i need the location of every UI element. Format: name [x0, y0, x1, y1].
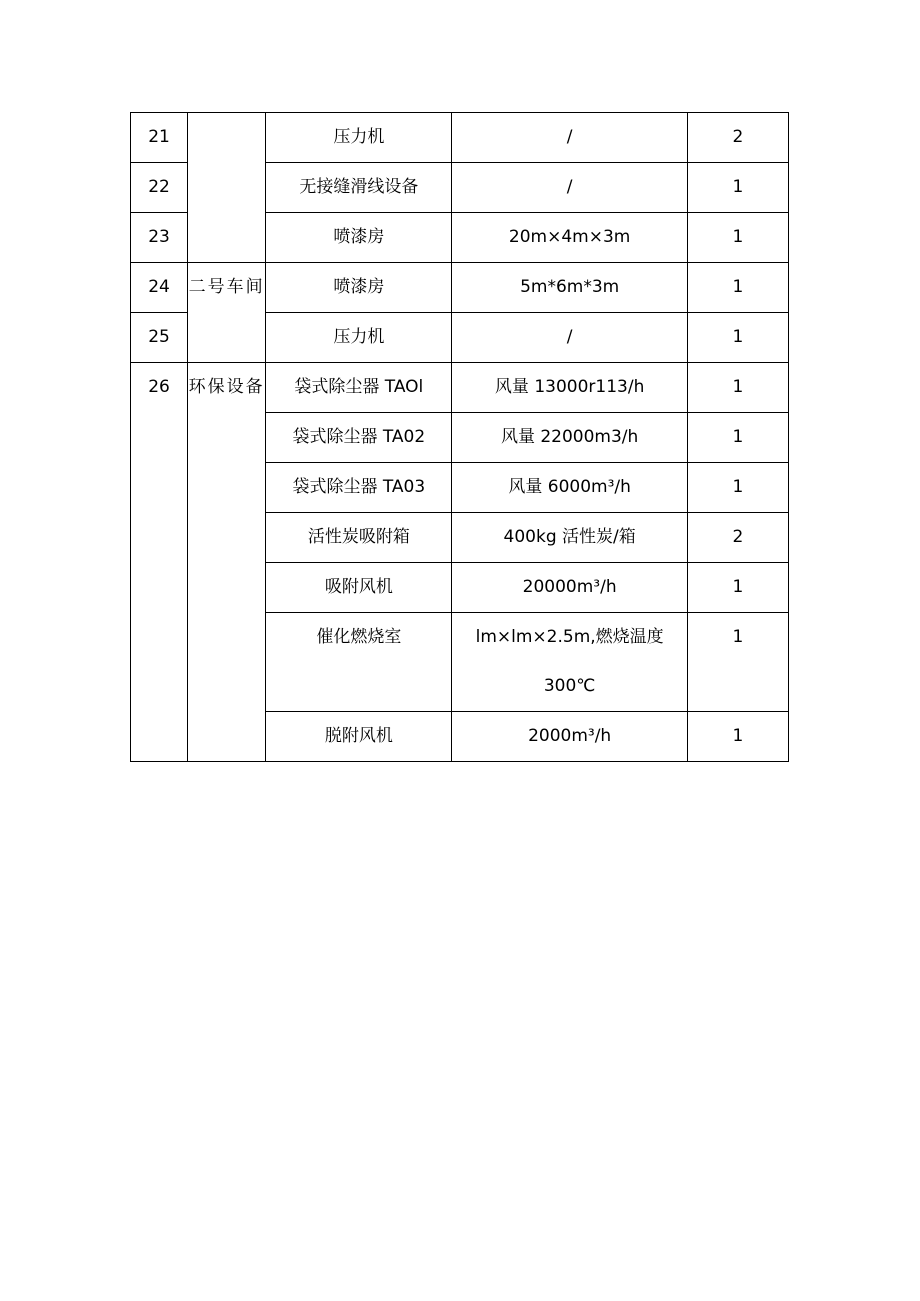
equipment-name: 活性炭吸附箱 — [266, 513, 452, 563]
equipment-name: 喷漆房 — [266, 263, 452, 313]
equipment-spec — [452, 613, 687, 712]
workshop-group-label: 二号车间 — [188, 263, 266, 363]
table-row — [131, 263, 789, 313]
equipment-name: 压力机 — [266, 313, 452, 363]
equipment-spec: 风量 6000m³∕h — [452, 463, 687, 513]
equipment-spec: 400kg 活性炭/箱 — [452, 513, 687, 563]
row-number: 25 — [131, 313, 188, 363]
env-equipment-group-label: 环保设备 — [188, 363, 266, 762]
equipment-quantity: 1 — [687, 313, 788, 363]
row-number: 24 — [131, 263, 188, 313]
table-row — [131, 363, 789, 413]
equipment-name: 袋式除尘器 TA02 — [266, 413, 452, 463]
equipment-name: 喷漆房 — [266, 213, 452, 263]
equipment-quantity: 1 — [687, 463, 788, 513]
row-number: 23 — [131, 213, 188, 263]
equipment-spec: 20000m³∕h — [452, 563, 687, 613]
equipment-spec: 风量 22000m3∕h — [452, 413, 687, 463]
equipment-quantity: 1 — [687, 613, 788, 712]
workshop-cell-empty — [188, 113, 266, 263]
table-row — [131, 113, 789, 163]
spec-line-2: 300℃ — [543, 676, 596, 696]
equipment-quantity: 1 — [687, 413, 788, 463]
equipment-spec: / — [452, 113, 687, 163]
equipment-quantity: 1 — [687, 163, 788, 213]
equipment-spec: 风量 13000r113∕h — [452, 363, 687, 413]
equipment-table — [130, 112, 789, 762]
equipment-name: 压力机 — [266, 113, 452, 163]
equipment-quantity: 1 — [687, 712, 788, 762]
equipment-name: 袋式除尘器 TA03 — [266, 463, 452, 513]
equipment-name: 吸附风机 — [266, 563, 452, 613]
equipment-quantity: 2 — [687, 513, 788, 563]
equipment-name: 脱附风机 — [266, 712, 452, 762]
equipment-spec: / — [452, 313, 687, 363]
row-number: 22 — [131, 163, 188, 213]
equipment-name: 无接缝滑线设备 — [266, 163, 452, 213]
equipment-name: 袋式除尘器 TAOl — [266, 363, 452, 413]
equipment-name: 催化燃烧室 — [266, 613, 452, 712]
equipment-quantity: 1 — [687, 263, 788, 313]
spec-line-1: lm×lm×2.5m,燃烧温度 — [475, 627, 664, 647]
equipment-spec: / — [452, 163, 687, 213]
equipment-quantity: 1 — [687, 363, 788, 413]
equipment-quantity: 2 — [687, 113, 788, 163]
equipment-spec: 20m×4m×3m — [452, 213, 687, 263]
row-number: 21 — [131, 113, 188, 163]
equipment-quantity: 1 — [687, 563, 788, 613]
equipment-quantity: 1 — [687, 213, 788, 263]
equipment-spec: 5m*6m*3m — [452, 263, 687, 313]
equipment-spec: 2000m³∕h — [452, 712, 687, 762]
row-number: 26 — [131, 363, 188, 762]
